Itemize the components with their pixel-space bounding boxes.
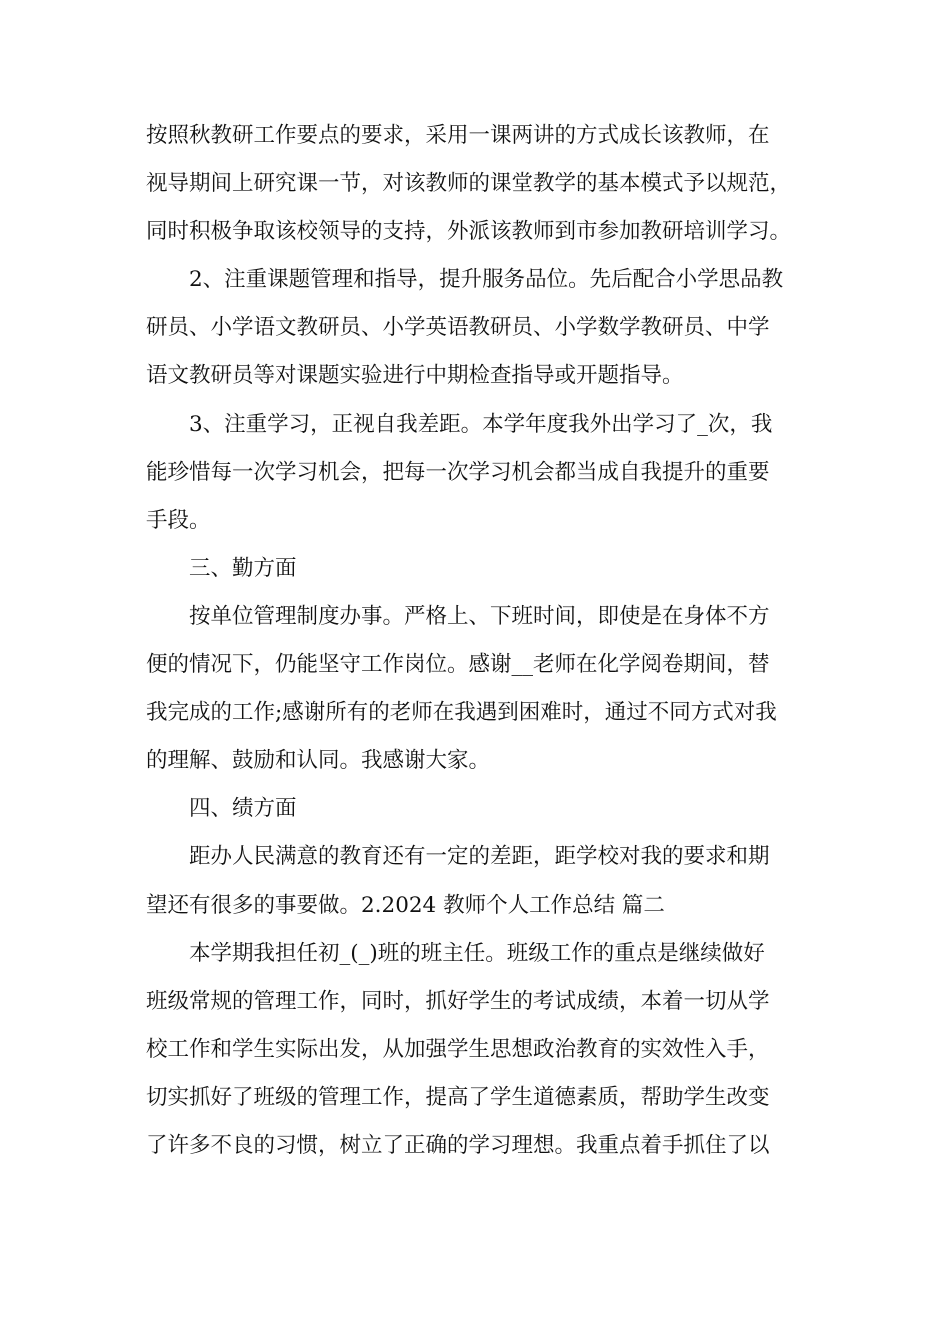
text-line: 的理解、鼓励和认同。我感谢大家。 xyxy=(146,748,491,774)
text-line: 2、注重课题管理和指导，提升服务品位。先后配合小学思品教 xyxy=(189,267,784,293)
text-line: 按照秋教研工作要点的要求，采用一课两讲的方式成长该教师，在 xyxy=(146,123,770,148)
text-line: 我完成的工作;感谢所有的老师在我遇到困难时，通过不同方式对我 xyxy=(146,700,777,726)
text-line: 语文教研员等对课题实验进行中期检查指导或开题指导。 xyxy=(146,363,684,389)
text-line: 四、绩方面 xyxy=(189,796,297,822)
document-body xyxy=(146,112,826,1170)
text-line: 距办人民满意的教育还有一定的差距，距学校对我的要求和期 xyxy=(189,844,770,870)
text-line: 视导期间上研究课一节，对该教师的课堂教学的基本模式予以规范， xyxy=(146,171,792,197)
text-line: 三、勤方面 xyxy=(189,555,297,581)
text-line: 了许多不良的习惯，树立了正确的学习理想。我重点着手抓住了以 xyxy=(146,1132,770,1158)
text-line: 班级常规的管理工作，同时，抓好学生的考试成绩，本着一切从学 xyxy=(146,988,770,1014)
text-line: 便的情况下，仍能坚守工作岗位。感谢__老师在化学阅卷期间，替 xyxy=(146,652,770,678)
text-line: 望还有很多的事要做。2.2024 教师个人工作总结 篇二 xyxy=(146,892,665,918)
text-line: 手段。 xyxy=(146,507,211,533)
text-line: 3、注重学习，正视自我差距。本学年度我外出学习了_次，我 xyxy=(189,411,773,437)
text-line: 按单位管理制度办事。严格上、下班时间，即使是在身体不方 xyxy=(189,603,770,629)
text-line: 本学期我担任初_(_)班的班主任。班级工作的重点是继续做好 xyxy=(189,940,765,966)
text-line: 能珍惜每一次学习机会，把每一次学习机会都当成自我提升的重要 xyxy=(146,459,770,485)
text-line: 切实抓好了班级的管理工作，提高了学生道德素质，帮助学生改变 xyxy=(146,1084,770,1110)
text-line: 校工作和学生实际出发，从加强学生思想政治教育的实效性入手， xyxy=(146,1036,770,1062)
text-line: 同时积极争取该校领导的支持，外派该教师到市参加教研培训学习。 xyxy=(146,219,792,245)
text-line: 研员、小学语文教研员、小学英语教研员、小学数学教研员、中学 xyxy=(146,315,770,341)
